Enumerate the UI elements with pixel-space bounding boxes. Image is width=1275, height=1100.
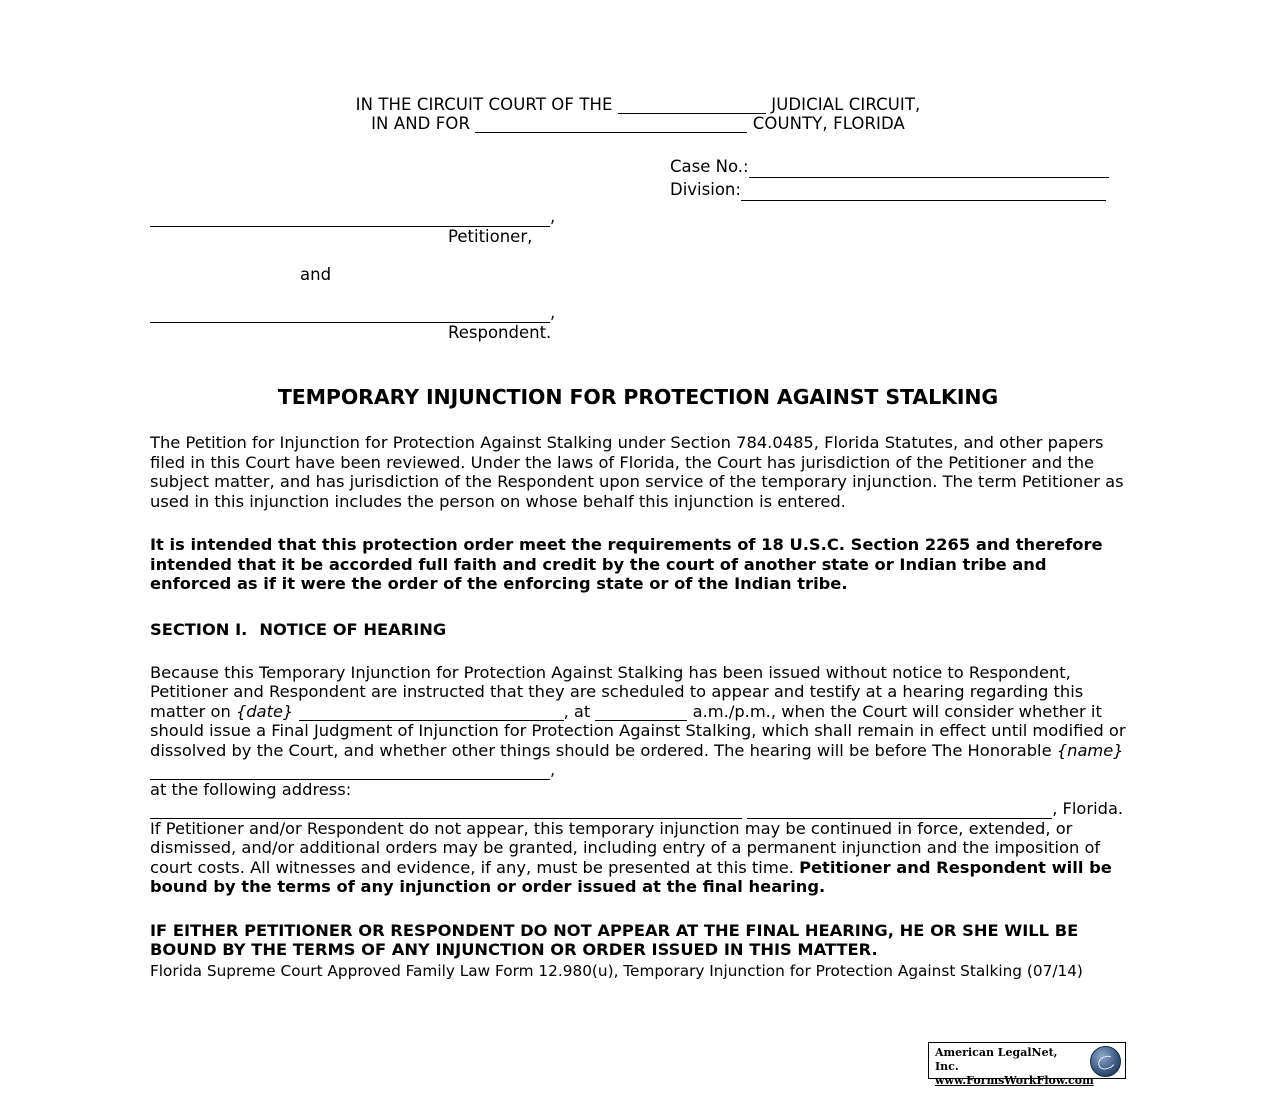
vendor-logo-icon (1090, 1046, 1121, 1077)
bound-by-terms-text: Petitioner and Respondent will be bound by the terms of any injunction or order issued at the final hearing. (150, 857, 1112, 896)
division-row (670, 178, 1106, 201)
petitioner-comma: , (550, 207, 556, 226)
court-header-text-1: IN THE CIRCUIT COURT OF THE (355, 95, 618, 114)
notice-text-c: a.m./p.m., when the Court will consider whether it should issue a Final Judgment of Injunction for Protection Against Stalking, which shall remain in effect until modified or dissolved by the Court, and whether other things should be ordered. The hearing will be before The Honorable (150, 701, 1126, 760)
notice-florida-text: , Florida. (1052, 799, 1124, 818)
and-label: and (300, 265, 332, 284)
section-1-heading (150, 620, 1126, 639)
respondent-comma: , (550, 303, 556, 322)
court-header (150, 95, 1126, 133)
county-blank[interactable] (475, 118, 747, 133)
case-info-block (150, 155, 1126, 207)
court-header-text-4: COUNTY, FLORIDA (747, 114, 905, 133)
respondent-role-label: Respondent. (448, 323, 552, 342)
date-placeholder: {date} (235, 701, 294, 721)
notice-text-b: , at (563, 701, 596, 721)
full-faith-and-credit-paragraph: It is intended that this protection order meet the requirements of 18 U.S.C. Section 2265 and therefore intended that it be accorded full faith and credit by the court of another state or Indian tribe and enforced as if it were the order of the enforcing state or of the Indian tribe. (150, 535, 1103, 593)
court-header-line-1 (150, 95, 1126, 114)
form-footer-note: Florida Supreme Court Approved Family Law Form 12.980(u), Temporary Injunction for Protection Against Stalking (07/14) (150, 962, 1083, 980)
intro-paragraph: The Petition for Injunction for Protection Against Stalking under Section 784.0485, Florida Statutes, and other papers filed in this Court have been reviewed. Under the laws of Florida, the Court has jurisdiction of the Petitioner and the subject matter, and has jurisdiction of the Respondent upon service of the temporary injunction. The term Petitioner as used in this injunction includes the person on whose behalf this injunction is entered. (150, 433, 1124, 511)
division-field[interactable] (741, 186, 1106, 201)
notice-of-hearing-paragraph (150, 663, 1126, 819)
judge-name-field[interactable] (150, 766, 550, 780)
hearing-address-field-2[interactable] (747, 805, 1052, 819)
party-block (150, 207, 1126, 343)
notice-text-d: , (550, 760, 556, 779)
vendor-stamp-text (935, 1046, 1094, 1088)
notice-text-e: at the following address: (150, 779, 352, 799)
non-appearance-paragraph (150, 819, 1126, 897)
section-1-title: NOTICE OF HEARING (259, 619, 447, 639)
vendor-url[interactable]: www.FormsWorkFlow.com (935, 1074, 1094, 1087)
judicial-circuit-blank[interactable] (618, 99, 766, 114)
final-hearing-warning: IF EITHER PETITIONER OR RESPONDENT DO NOT APPEAR AT THE FINAL HEARING, HE OR SHE WILL BE BOUND BY THE TERMS OF ANY INJUNCTION OR ORDER ISSUED IN THIS MATTER. (150, 920, 1079, 959)
respondent-name-line (150, 303, 1126, 323)
court-header-line-2 (150, 114, 1126, 133)
division-label: Division: (670, 180, 741, 199)
petitioner-name-field[interactable] (150, 212, 550, 227)
respondent-name-field[interactable] (150, 308, 550, 323)
hearing-date-field[interactable] (299, 707, 564, 721)
hearing-time-field[interactable] (595, 707, 687, 721)
judge-name-placeholder: {name} (1056, 740, 1124, 760)
court-header-text-3: IN AND FOR (371, 114, 476, 133)
notice-text-a: Because this Temporary Injunction for Protection Against Stalking has been issued without notice to Respondent, Petitioner and Respondent are instructed that they are scheduled to appear and testify at a hearing regarding this matter on (150, 662, 1084, 721)
non-appearance-text: If Petitioner and/or Respondent do not appear, this temporary injunction may be continued in force, extended, or dismissed, and/or additional orders may be granted, including entry of a permanent injunction and the imposition of court costs. All witnesses and evidence, if any, must be presented at this time. (150, 818, 1101, 877)
hearing-address-field-1[interactable] (150, 805, 742, 819)
case-number-row (670, 155, 1109, 178)
case-number-field[interactable] (749, 163, 1109, 178)
petitioner-name-line (150, 207, 1126, 227)
section-1-number: SECTION I. (150, 619, 248, 639)
petitioner-role-label: Petitioner, (448, 227, 533, 246)
case-number-label: Case No.: (670, 157, 749, 176)
court-header-text-2: JUDICIAL CIRCUIT, (765, 95, 921, 114)
vendor-company-name: American LegalNet, Inc. (935, 1046, 1058, 1073)
document-body (150, 95, 1126, 960)
vendor-stamp (928, 1042, 1126, 1087)
page-title: TEMPORARY INJUNCTION FOR PROTECTION AGAINST STALKING (277, 385, 999, 409)
